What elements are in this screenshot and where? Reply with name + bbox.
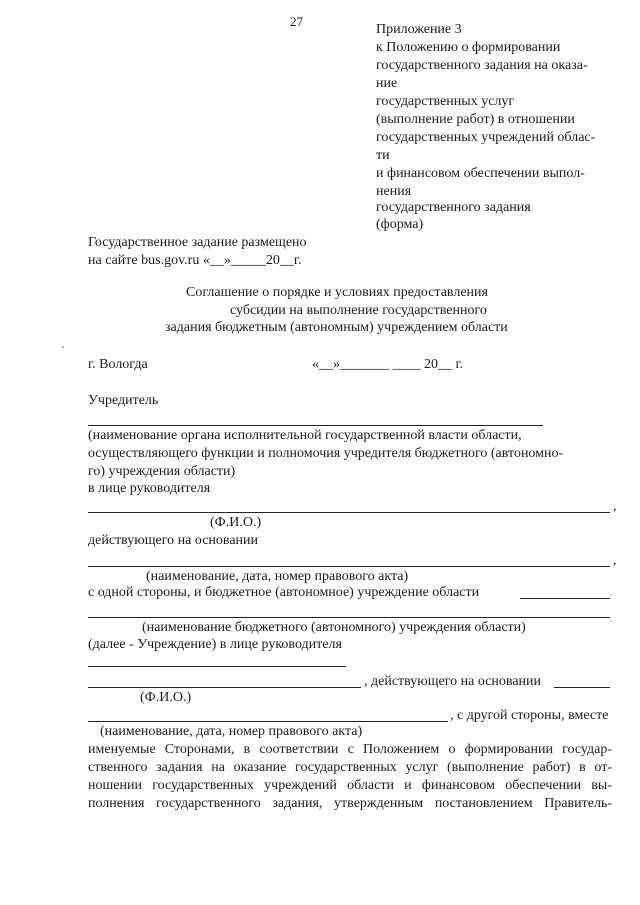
body-line: ственного задания на оказание государственных услуг (выполнение работ) в от- <box>88 760 612 775</box>
basis-act-line[interactable] <box>88 566 610 567</box>
institution-inline-line[interactable] <box>520 598 610 599</box>
agreement-title-line-1: Соглашение о порядке и условиях предоставления <box>186 285 488 300</box>
head-name-line[interactable] <box>88 512 610 513</box>
founder-hint-line-2: осуществляющего функции и полномочия учредителя бюджетного (автономно- <box>88 446 564 461</box>
placement-line-2: на сайте bus.gov.ru «__»_____20__г. <box>88 253 302 268</box>
appendix-line: государственных учреждений облас- <box>376 130 596 145</box>
fio-hint-2: (Ф.И.О.) <box>140 690 192 705</box>
appendix-line: государственного задания на оказа- <box>376 58 588 73</box>
acting-basis-label: действующего на основании <box>88 533 259 548</box>
hereinafter-text: (далее - Учреждение) в лице руководителя <box>88 637 342 652</box>
agreement-title-line-2: субсидии на выполнение государственного <box>230 303 487 318</box>
appendix-line: ние <box>376 76 398 91</box>
one-side-text: с одной стороны, и бюджетное (автономное) учреждение области <box>88 585 480 600</box>
comma: , <box>613 553 617 568</box>
founder-hint-line-3: го) учреждения области) <box>88 464 236 479</box>
basis-act-line-2[interactable] <box>88 721 448 722</box>
appendix-line: и финансовом обеспечении выпол- <box>376 166 585 181</box>
act-hint: (наименование, дата, номер правового акта) <box>146 569 409 584</box>
act-hint-2: (наименование, дата, номер правового акта) <box>100 724 363 739</box>
page-number: 27 <box>290 14 303 29</box>
body-line: полнения государственного задания, утвержденным постановлением Правитель- <box>88 796 612 811</box>
comma: , <box>613 499 617 514</box>
other-side-text: , с другой стороны, вместе <box>450 708 609 723</box>
institution-head-line[interactable] <box>88 666 346 667</box>
appendix-line: нения <box>376 184 412 199</box>
founder-hint-line-1: (наименование органа исполнительной государственной власти области, <box>88 428 522 443</box>
body-line: ношении государственных учреждений области и финансовом обеспечении вы- <box>88 778 612 793</box>
appendix-line: государственного задания <box>376 200 531 215</box>
appendix-line: ти <box>376 148 390 163</box>
institution-name-line[interactable] <box>88 617 610 618</box>
scan-dot <box>62 346 64 348</box>
fio-hint: (Ф.И.О.) <box>210 515 262 530</box>
institution-head-line-2[interactable] <box>88 687 361 688</box>
head-person-label: в лице руководителя <box>88 481 211 496</box>
agreement-date: «__»_______ ____ 20__ г. <box>312 357 464 372</box>
placement-line-1: Государственное задание размещено <box>88 235 307 250</box>
founder-label: Учредитель <box>88 393 159 408</box>
agreement-title-line-3: задания бюджетным (автономным) учреждением области <box>165 320 508 335</box>
body-line: именуемые Сторонами, в соответствии с Положением о формировании государ- <box>88 742 612 757</box>
appendix-line: к Положению о формировании <box>376 40 561 55</box>
founder-name-line[interactable] <box>88 425 543 426</box>
appendix-line: Приложение 3 <box>376 22 462 37</box>
institution-hint: (наименование бюджетного (автономного) учреждения области) <box>142 620 526 635</box>
appendix-line: государственных услуг <box>376 94 515 109</box>
basis-inline-line[interactable] <box>554 687 610 688</box>
city: г. Вологда <box>88 357 148 372</box>
appendix-line: (выполнение работ) в отношении <box>376 112 575 127</box>
form-label: (форма) <box>376 217 424 232</box>
acting-basis-2: , действующего на основании <box>364 674 542 689</box>
